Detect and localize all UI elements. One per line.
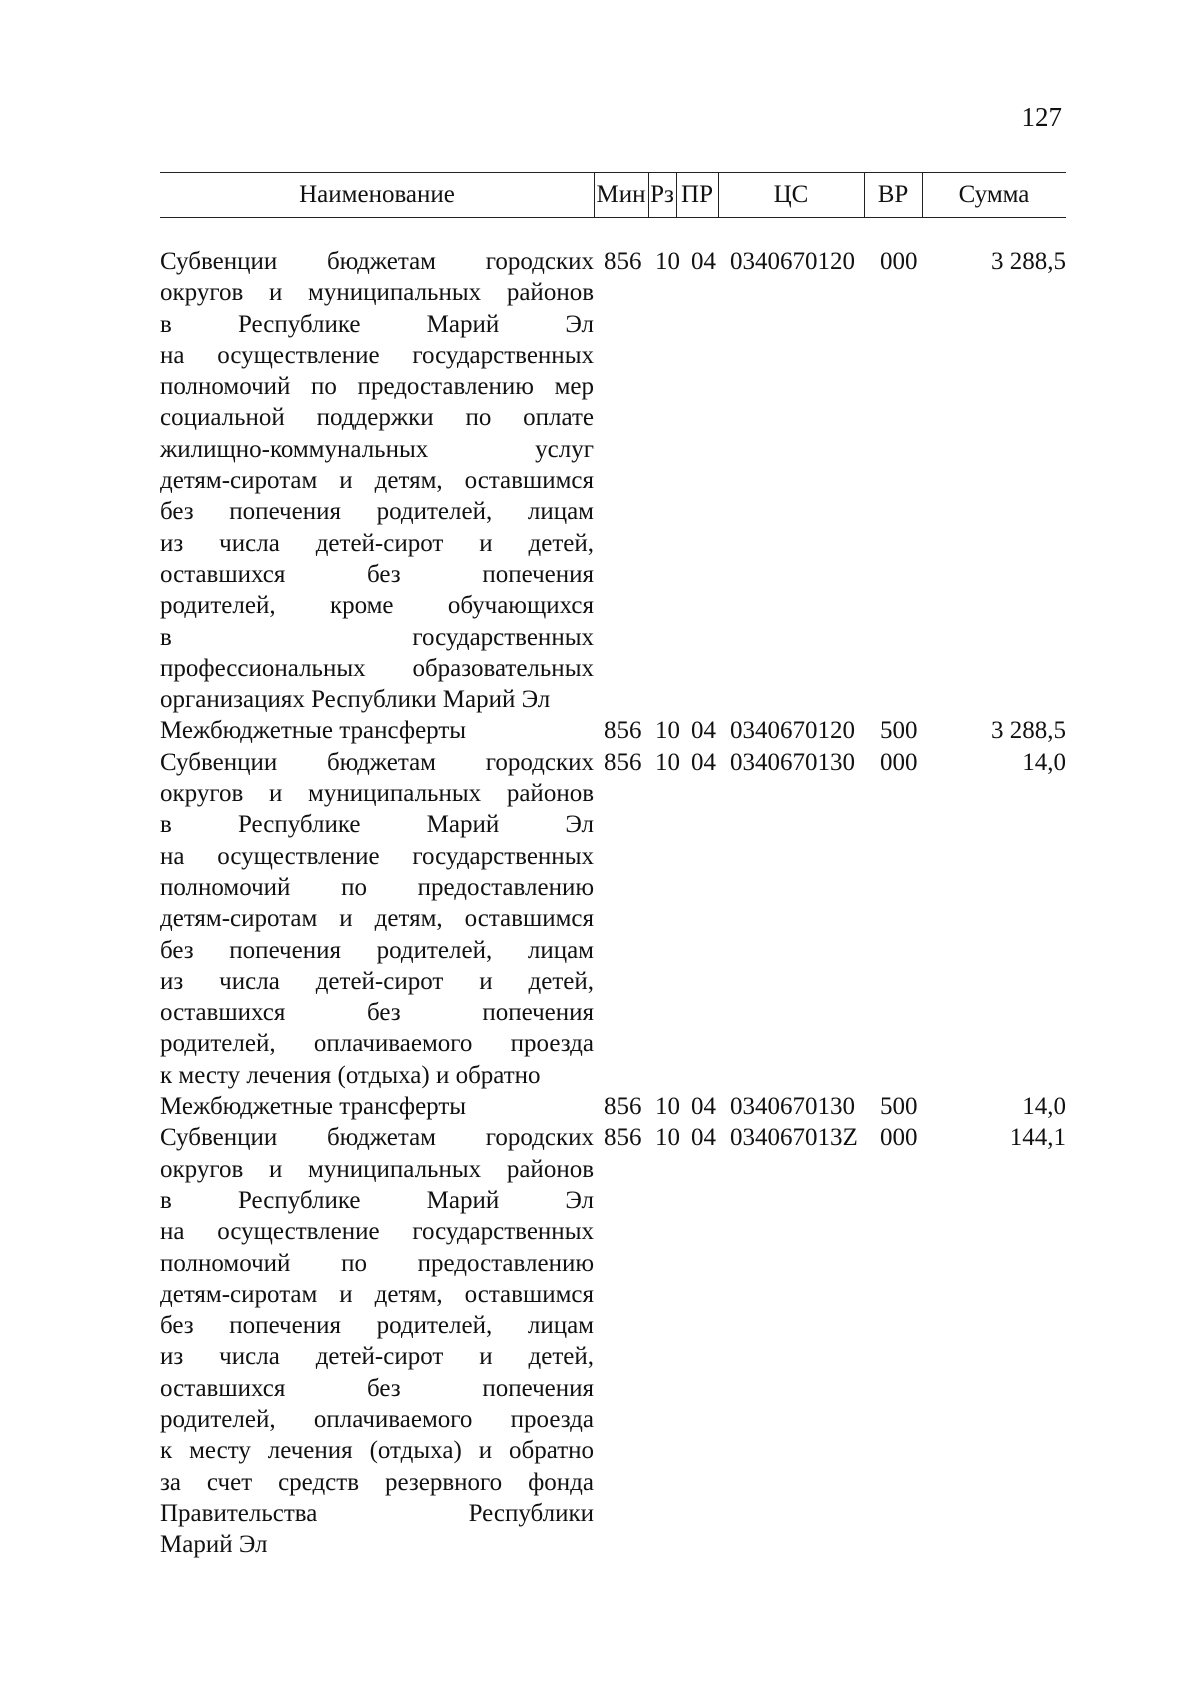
table-body xyxy=(160,246,1066,1560)
row-name-line: к месту лечения (отдыха) и обратно xyxy=(160,1061,541,1089)
table-row xyxy=(160,1091,1066,1122)
row-name-line: без попечения родителей, лицам xyxy=(160,1312,594,1340)
row-name-line: в государственных xyxy=(160,623,594,651)
row-name-line: детям-сиротам и детям, оставшимся xyxy=(160,905,594,933)
row-name-line: округов и муниципальных районов xyxy=(160,780,594,808)
row-sum: 144,1 xyxy=(1009,1124,1066,1152)
row-name-line: детям-сиротам и детям, оставшимся xyxy=(160,1280,594,1308)
row-name-line: социальной поддержки по оплате xyxy=(160,404,594,432)
row-name-line: без попечения родителей, лицам xyxy=(160,936,594,964)
row-name-line: полномочий по предоставлению xyxy=(160,1249,594,1277)
row-name-line: из числа детей-сирот и детей, xyxy=(160,967,594,995)
row-name-line: из числа детей-сирот и детей, xyxy=(160,1343,594,1371)
row-rz: 10 xyxy=(655,1093,680,1121)
row-name-line: родителей, оплачиваемого проезда xyxy=(160,1030,594,1058)
row-name-line: жилищно-коммунальных услуг xyxy=(160,435,594,463)
row-cs: 0340670120 xyxy=(730,717,855,745)
row-sum: 14,0 xyxy=(1022,748,1066,776)
row-name-line: округов и муниципальных районов xyxy=(160,279,594,307)
row-rz: 10 xyxy=(655,248,680,275)
row-name-line: Субвенции бюджетам городских xyxy=(160,248,594,275)
header-rz: Рз xyxy=(650,181,674,208)
row-pr: 04 xyxy=(691,717,716,745)
row-vr: 000 xyxy=(880,748,918,776)
row-min: 856 xyxy=(604,248,642,275)
row-name-line: Субвенции бюджетам городских xyxy=(160,1124,594,1152)
row-name-line: профессиональных образовательных xyxy=(160,654,594,682)
row-name-line: в Республике Марий Эл xyxy=(160,811,594,839)
table-row xyxy=(160,715,1066,746)
row-name-line: детям-сиротам и детям, оставшимся xyxy=(160,467,594,495)
row-cs: 0340670130 xyxy=(730,1093,855,1121)
row-name-line: родителей, оплачиваемого проезда xyxy=(160,1405,594,1433)
row-name-line: Правительства Республики xyxy=(160,1499,594,1527)
row-sum: 3 288,5 xyxy=(991,248,1066,275)
row-name xyxy=(160,715,594,746)
row-name-line: на осуществление государственных xyxy=(160,1218,594,1246)
row-name-line: полномочий по предоставлению xyxy=(160,873,594,901)
row-vr: 500 xyxy=(880,717,918,745)
header-vr: ВР xyxy=(877,181,909,208)
row-name-line: оставшихся без попечения xyxy=(160,560,594,588)
row-pr: 04 xyxy=(691,748,716,776)
table-row xyxy=(160,747,1066,1091)
row-vr: 500 xyxy=(880,1093,918,1121)
row-name-line: за счет средств резервного фонда xyxy=(160,1468,594,1496)
header-name: Наименование xyxy=(299,181,455,208)
row-name xyxy=(160,1122,594,1560)
row-rz: 10 xyxy=(655,717,680,745)
row-name-line: полномочий по предоставлению мер xyxy=(160,373,594,401)
row-cs: 034067013Z xyxy=(730,1124,858,1152)
row-name-line: из числа детей-сирот и детей, xyxy=(160,529,594,557)
table-row xyxy=(160,1122,1066,1560)
row-vr: 000 xyxy=(880,248,918,275)
row-name-line: оставшихся без попечения xyxy=(160,999,594,1027)
row-min: 856 xyxy=(604,1124,642,1152)
header-cs: ЦС xyxy=(773,181,809,208)
row-sum: 3 288,5 xyxy=(991,717,1066,745)
row-rz: 10 xyxy=(655,1124,680,1152)
row-name xyxy=(160,1091,594,1122)
row-pr: 04 xyxy=(691,248,716,275)
row-name-line: Межбюджетные трансферты xyxy=(160,1093,467,1121)
row-cs: 0340670130 xyxy=(730,748,855,776)
page-number: 127 xyxy=(1021,102,1062,132)
row-name-line: родителей, кроме обучающихся xyxy=(160,592,594,620)
row-name-line: Марий Эл xyxy=(160,1531,268,1559)
header-pr: ПР xyxy=(681,181,713,208)
row-pr: 04 xyxy=(691,1093,716,1121)
row-min: 856 xyxy=(604,1093,642,1121)
table-row xyxy=(160,246,1066,715)
row-name-line: оставшихся без попечения xyxy=(160,1374,594,1402)
row-rz: 10 xyxy=(655,748,680,776)
row-sum: 14,0 xyxy=(1022,1093,1066,1121)
row-name xyxy=(160,747,594,1091)
row-pr: 04 xyxy=(691,1124,716,1152)
header-sum: Сумма xyxy=(958,181,1030,208)
row-min: 856 xyxy=(604,717,642,745)
table-header xyxy=(160,172,1066,218)
row-name-line: к месту лечения (отдыха) и обратно xyxy=(160,1437,594,1465)
row-cs: 0340670120 xyxy=(730,248,855,275)
row-name-line: организациях Республики Марий Эл xyxy=(160,686,551,714)
row-name-line: на осуществление государственных xyxy=(160,341,594,369)
row-name-line: на осуществление государственных xyxy=(160,842,594,870)
row-name-line: в Республике Марий Эл xyxy=(160,310,594,338)
row-vr: 000 xyxy=(880,1124,918,1152)
budget-table xyxy=(160,172,1066,1560)
row-name-line: округов и муниципальных районов xyxy=(160,1155,594,1183)
row-name-line: Субвенции бюджетам городских xyxy=(160,748,594,776)
row-name xyxy=(160,246,594,715)
row-name-line: без попечения родителей, лицам xyxy=(160,498,594,526)
row-name-line: Межбюджетные трансферты xyxy=(160,717,467,745)
row-min: 856 xyxy=(604,748,642,776)
header-min: Мин xyxy=(596,181,646,208)
row-name-line: в Республике Марий Эл xyxy=(160,1186,594,1214)
